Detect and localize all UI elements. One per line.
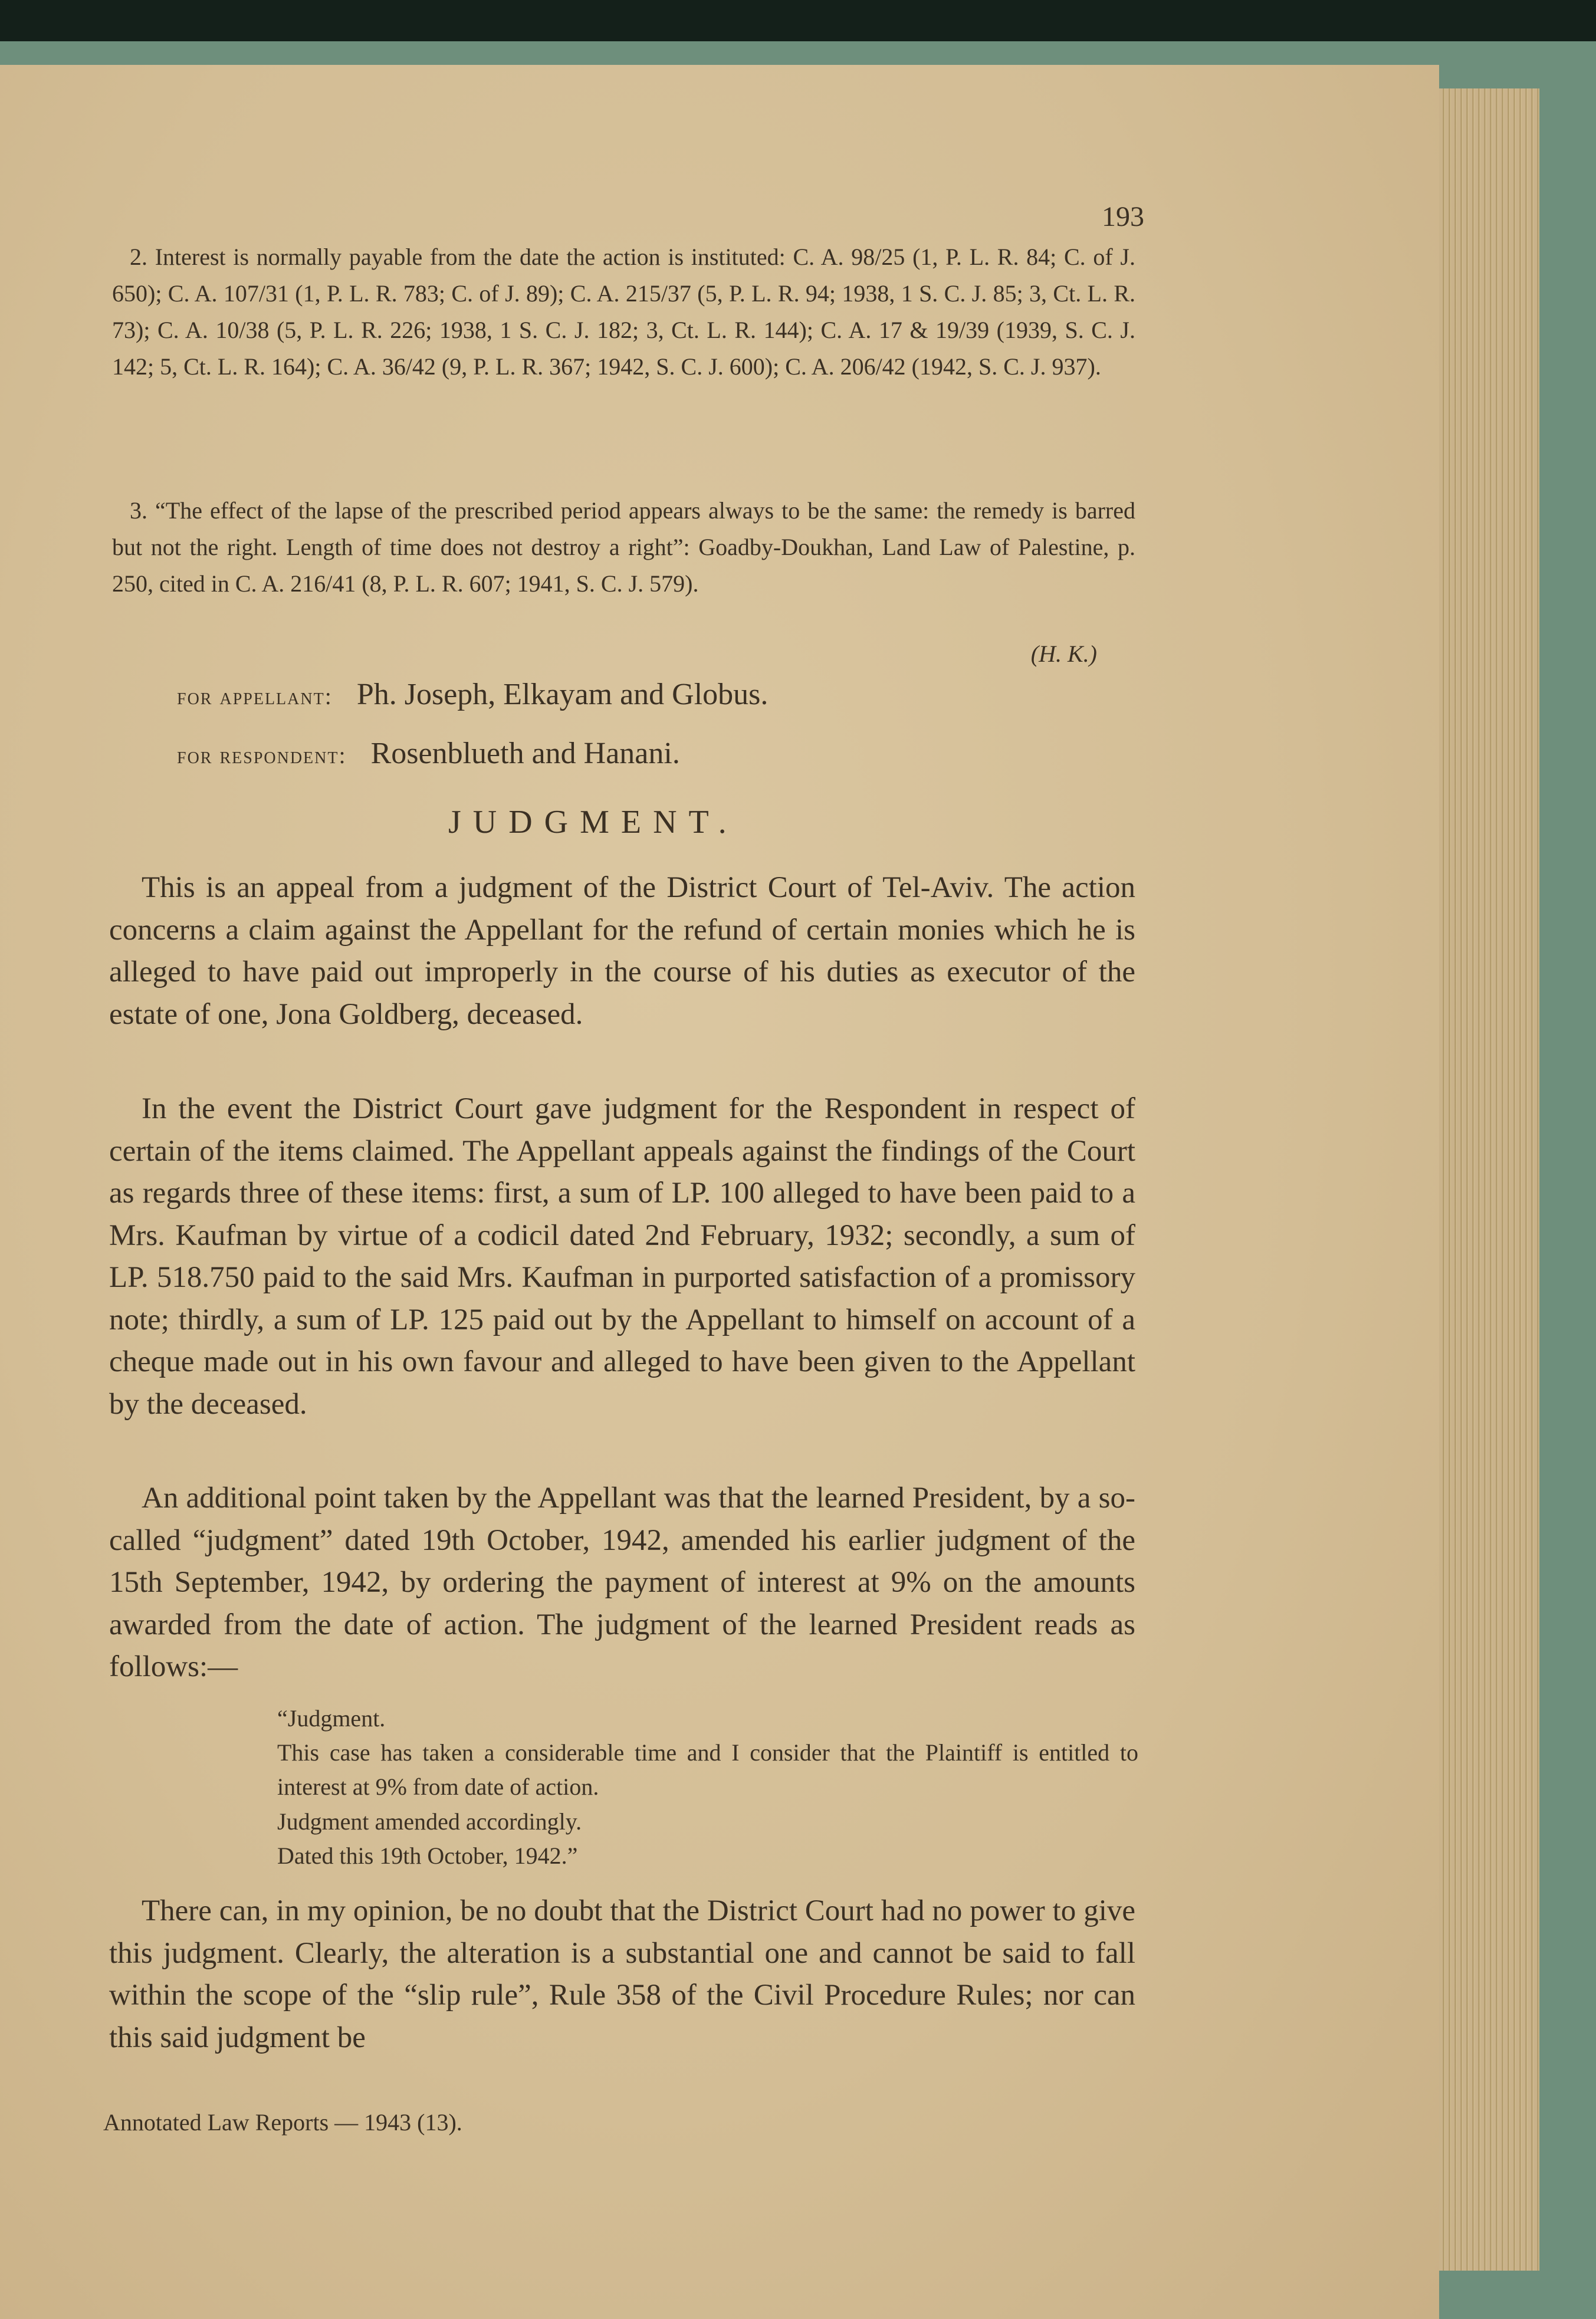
counsel-respondent-names: Rosenblueth and Hanani. (370, 737, 680, 770)
paragraph-3: An additional point taken by the Appellant was that the learned President, by a so-called “judgment” dated 19th October, 1942, amended his earlier judgment of the 15th September, 1942, by ordering the payment of interest at 9% on the amounts awarded from the date of action. The judgment of the learned President reads as follows:— (109, 1482, 1135, 1683)
counsel-appellant (177, 677, 768, 712)
editor-initials: (H. K.) (1030, 640, 1097, 667)
quote-line-3: Judgment amended accordingly. (277, 1808, 582, 1835)
quote-line-4: Dated this 19th October, 1942.” (277, 1842, 578, 1869)
judgment-heading: JUDGMENT. (448, 804, 738, 840)
counsel-appellant-names: Ph. Joseph, Elkayam and Globus. (356, 678, 769, 711)
counsel-respondent-label: for respondent: (177, 742, 347, 768)
book-cover-top (0, 0, 1596, 41)
quote-line-2: This case has taken a considerable time and I consider that the Plaintiff is entitled to interest at 9% from date of action. (277, 1739, 1138, 1800)
paragraph-1: This is an appeal from a judgment of the District Court of Tel-Aviv. The action concerns a claim against the Appellant for the refund of certain monies which he is alleged to have paid out improperly in the course of his duties as executor of the estate of one, Jona Goldberg, deceased. (109, 871, 1135, 1031)
page-number: 193 (1102, 201, 1144, 232)
paragraph-2: In the event the District Court gave judgment for the Respondent in respect of certain of the items claimed. The Appellant appeals against the findings of the Court as regards three of these items: first, a sum of LP. 100 alleged to have been paid to a Mrs. Kaufman by virtue of a codicil dated 2nd February, 1932; secondly, a sum of LP. 518.750 paid to the said Mrs. Kaufman in purported satisfaction of a promissory note; thirdly, a sum of LP. 125 paid out by the Appellant to himself on account of a cheque made out in his own favour and alleged to have been given to the Appellant by the deceased. (109, 1092, 1135, 1421)
page-footer: Annotated Law Reports — 1943 (13). (103, 2109, 462, 2136)
footnote-2: 2. Interest is normally payable from the date the action is instituted: C. A. 98/25 (1, P. L. R. 84; C. of J. 650); C. A. 107/31 (1, P. L. R. 783; C. of J. 89); C. A. 215/37 (5, P. L. R. 94; 1938, 1 S. C. J. 85; 3, Ct. L. R. 73); C. A. 10/38 (5, P. L. R. 226; 1938, 1 S. C. J. 182; 3, Ct. L. R. 144); C. A. 17 & 19/39 (1939, S. C. J. 142; 5, Ct. L. R. 164); C. A. 36/42 (9, P. L. R. 367; 1942, S. C. J. 600); C. A. 206/42 (1942, S. C. J. 937). (112, 244, 1135, 380)
footnote-3: 3. “The effect of the lapse of the prescribed period appears always to be the same: the remedy is barred but not the right. Length of time does not destroy a right”: Goadby-Doukhan, Land Law of Palestine, p. 250, cited in C. A. 216/41 (8, P. L. R. 607; 1941, S. C. J. 579). (112, 497, 1135, 597)
counsel-appellant-label: for appellant: (177, 683, 333, 710)
quote-line-1: “Judgment. (277, 1705, 386, 1732)
paragraph-4: There can, in my opinion, be no doubt that the District Court had no power to give this judgment. Clearly, the alteration is a substantial one and cannot be said to fall within the scope of the “slip rule”, Rule 358 of the Civil Procedure Rules; nor can this said judgment be (109, 1894, 1135, 2054)
counsel-respondent (177, 736, 680, 771)
